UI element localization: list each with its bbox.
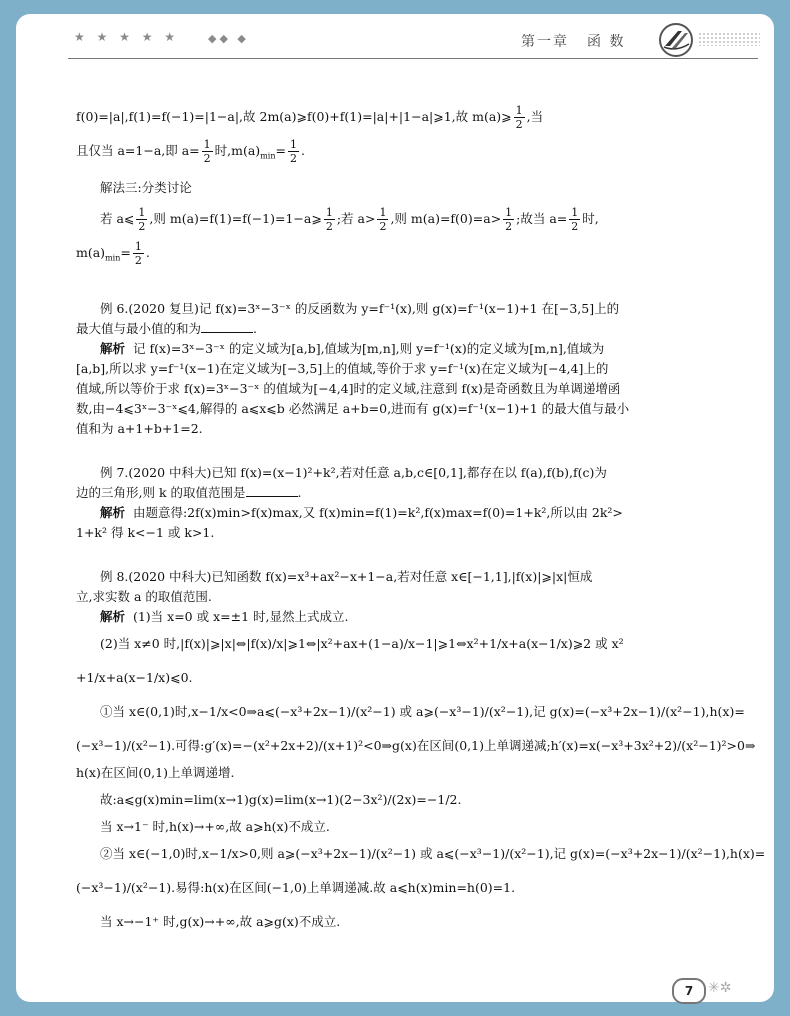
example-8: 例 8.(2020 中科大)已知函数 f(x)=x³+ax²−x+1−a,若对任意 x∈[−1,1],|f(x)|⩾|x|恒成 立,求实数 a 的取值范围. 解析 (1)当 x=0 或 x=±1 时,显然上式成立. (2)当 x≠0 时,|f(x)|⩾|x|⇔|f(x)/x|⩾1⇔|x²+ax+(1−a)/x−1|⩾1⇔x²+1/x+a(x−1/x)⩾2 或 x² +1/x+a(x−1/x)⩽0. ①当 x∈(0,1)时,x−1/x<0⇒a⩽(−x³+2x−1)/(x²−1) 或 a⩾(−x³−1)/(x²−1),记 g(x)=(−x³+2x−1)/(x²−1),h(x)= (−x³−1)/(x²−1).可得:g′(x)=−(x²+2x+2)/(x+1)²<0⇒g(x)在区间(0,1)上单调递减;h′(x)=x(−x³+3x²+2)/(x²−1)²>0⇒ h(x)在区间(0,1)上单调递增. 故:a⩽g(x)min=lim(x→1)g(x)=lim(x→1)(2−3x²)/(2x)=−1/2. 当 x→1⁻ 时,h(x)→+∞,故 a⩾h(x)不成立. ②当 x∈(−1,0)时,x−1/x>0,则 a⩾(−x³+2x−1)/(x²−1) 或 a⩽(−x³−1)/(x²−1),记 g(x)=(−x³+2x−1)/(x²−1),h(x)= (−x³−1)/(x²−1).易得:h(x)在区间(−1,0)上单调递减.故 a⩽h(x)min=h(0)=1. 当 x→−1⁺ 时,g(x)→+∞,故 a⩾g(x)不成立. (76, 569, 766, 929)
header-stars-decoration: ★ ★ ★ ★ ★ (74, 30, 180, 44)
page-number: 7 (672, 978, 706, 1004)
analysis-label: 解析 (100, 609, 126, 624)
fraction: $\frac{1}{2}$ (515, 104, 523, 131)
header-diamonds-decoration: ◆◆ ◆ (208, 32, 249, 45)
page-sheet (16, 14, 774, 1002)
sparkle-icon: ✳✲ (708, 980, 732, 996)
section-title: 函 数 (587, 34, 626, 50)
page-content (76, 100, 766, 939)
example-6: 例 6.(2020 复旦)记 f(x)=3ˣ−3⁻ˣ 的反函数为 y=f⁻¹(x),则 g(x)=f⁻¹(x−1)+1 在[−3,5]上的 最大值与最小值的和为 . 解析 记 f(x)=3ˣ−3⁻ˣ 的定义域为[a,b],值域为[m,n],则 y=f⁻¹(x)的定义域为[m,n],值域为 [a,b],所以求 y=f⁻¹(x−1)在定义域为[−3,5]上的值域,等价于求 y=f⁻¹(x)在定义域为[−4,4]上的 值域,所以等价于求 f(x)=3ˣ−3⁻ˣ 的值域为[−4,4]时的定义域,注意到 f(x)是奇函数且为单调递增函 数,由−4⩽3ˣ−3⁻ˣ⩽4,解得的 a⩽x⩽b 必然满足 a+b=0,进而有 g(x)=f⁻¹(x−1)+1 的最大值与最小 值和为 a+1+b+1=2. (76, 301, 630, 436)
publisher-logo-icon (658, 22, 694, 58)
answer-blank (201, 320, 253, 333)
chapter-number: 第一章 (521, 34, 569, 50)
page-header (16, 14, 774, 64)
answer-blank (246, 484, 298, 497)
text-line: $m(a)_{min}=$ $\frac{1}{2}$ . (76, 239, 150, 267)
method-heading: 解法三:分类讨论 (100, 179, 192, 195)
header-dots-decoration (698, 32, 760, 46)
chapter-title (521, 31, 625, 51)
analysis-label: 解析 (100, 505, 126, 520)
header-rule (68, 58, 758, 59)
text-line: 若 a⩽ $\frac{1}{2}$ ,则 m(a)=f(1)=f(−1)=1−a⩾ $\frac{1}{2}$ ;若 a> $\frac{1}{2}$ ,则 m(a)=f(0)=a> $\frac{1}{2}$ ;故当 a= $\frac{1}{2}$ 时, (100, 205, 599, 233)
example-7: 例 7.(2020 中科大)已知 f(x)=(x−1)²+k²,若对任意 a,b,c∈[0,1],都存在以 f(a),f(b),f(c)为 边的三角形,则 k 的取值范围是 . 解析 由题意得:2f(x)min>f(x)max,又 f(x)min=f(1)=k²,f(x)max=f(0)=1+k²,所以由 2k²> 1+k² 得 k<−1 或 k>1. (76, 465, 623, 540)
text-line: f(0)=|a|,f(1)=f(−1)=|1−a|,故 2m(a)⩾f(0)+f(1)=|a|+|1−a|⩾1,故 m(a)⩾ $\frac{1}{2}$ ,当 (76, 104, 544, 131)
analysis-label: 解析 (100, 341, 126, 356)
text-line: 且仅当 a=1−a,即 a= $\frac{1}{2}$ 时$,m(a)_{min}=$ $\frac{1}{2}$ . (76, 138, 305, 165)
